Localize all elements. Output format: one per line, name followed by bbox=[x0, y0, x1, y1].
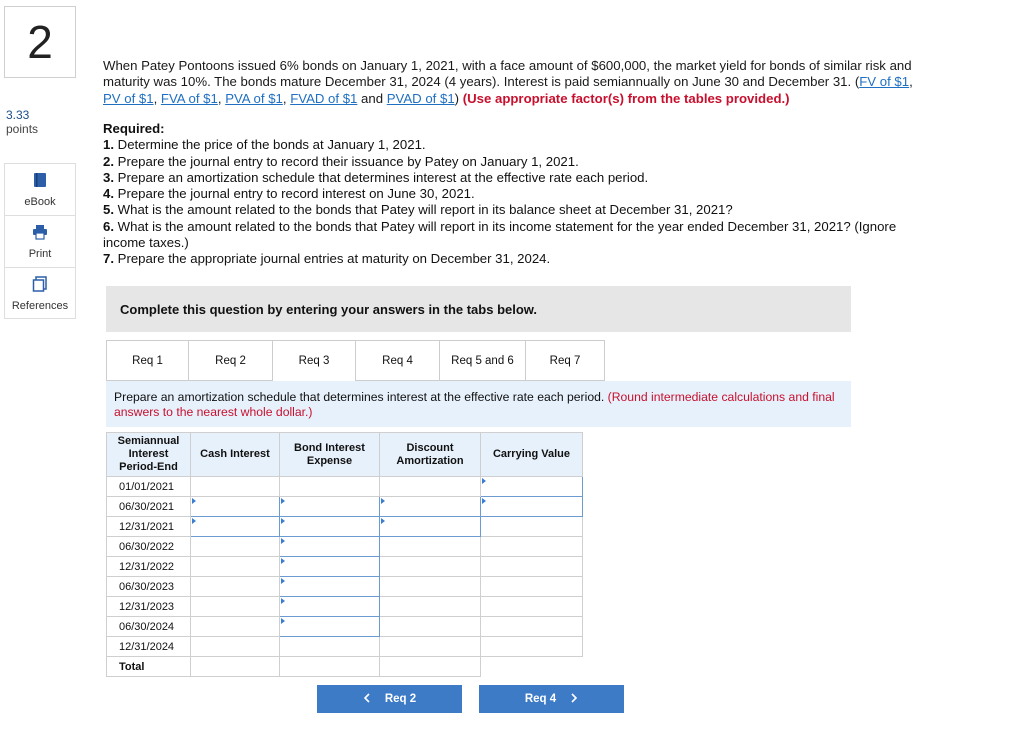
tab-req-3[interactable]: Req 3 bbox=[272, 340, 355, 381]
carrying-value-cell bbox=[481, 557, 583, 577]
discount-amortization-input[interactable] bbox=[380, 517, 481, 537]
tab-instruction: Prepare an amortization schedule that determines interest at the effective rate each period. (Round intermediate calculations and final answers to the nearest whole dollar.) bbox=[106, 381, 851, 427]
row-period-total: Total bbox=[107, 657, 191, 677]
table-row bbox=[107, 497, 583, 517]
factor-note: (Use appropriate factor(s) from the tables provided.) bbox=[459, 90, 790, 106]
header-period: Semiannual Interest Period-End bbox=[107, 433, 191, 477]
cash-interest-cell bbox=[191, 637, 280, 657]
carrying-value-cell bbox=[481, 577, 583, 597]
required-item: 7. Prepare the appropriate journal entries at maturity on December 31, 2024. bbox=[103, 251, 551, 267]
prev-req-label: Req 2 bbox=[384, 693, 417, 705]
interest-expense-total-cell bbox=[280, 657, 380, 677]
references-label: References bbox=[11, 299, 69, 312]
cash-interest-input[interactable] bbox=[191, 497, 280, 517]
cash-interest-cell bbox=[191, 537, 280, 557]
link-pvad[interactable]: PVAD of $1 bbox=[386, 90, 455, 106]
tab-req-1[interactable]: Req 1 bbox=[106, 340, 188, 381]
cash-interest-cell bbox=[191, 617, 280, 637]
discount-amortization-cell bbox=[380, 577, 481, 597]
interest-expense-input[interactable] bbox=[280, 537, 380, 557]
carrying-value-cell bbox=[481, 537, 583, 557]
print-label: Print bbox=[28, 248, 52, 260]
table-row bbox=[107, 617, 583, 637]
row-period: 06/30/2021 bbox=[107, 497, 191, 517]
rounding-note: (Round intermediate calculations and final answers to the nearest whole dollar.) bbox=[114, 390, 835, 419]
table-row bbox=[107, 537, 583, 557]
row-period: 01/01/2021 bbox=[107, 477, 191, 497]
interest-expense-input[interactable] bbox=[280, 517, 380, 537]
required-section bbox=[103, 121, 933, 268]
discount-amortization-input[interactable] bbox=[380, 497, 481, 517]
required-item: 4. Prepare the journal entry to record interest on June 30, 2021. bbox=[103, 186, 475, 202]
header-discount-amortization: Discount Amortization bbox=[380, 433, 481, 477]
carrying-value-cell bbox=[481, 617, 583, 637]
row-period: 06/30/2022 bbox=[107, 537, 191, 557]
next-req-label: Req 4 bbox=[524, 693, 557, 705]
interest-expense-cell bbox=[280, 637, 380, 657]
table-row bbox=[107, 637, 583, 657]
row-period: 12/31/2021 bbox=[107, 517, 191, 537]
discount-amortization-cell bbox=[380, 637, 481, 657]
prev-req-button[interactable] bbox=[317, 685, 462, 713]
link-pv[interactable]: PV of $1 bbox=[103, 90, 154, 106]
required-heading: Required: bbox=[103, 121, 165, 136]
cash-interest-cell bbox=[191, 577, 280, 597]
tab-req-5-and-6[interactable]: Req 5 and 6 bbox=[439, 340, 525, 381]
required-item: 1. Determine the price of the bonds at January 1, 2021. bbox=[103, 137, 426, 153]
link-fvad[interactable]: FVAD of $1 bbox=[290, 90, 358, 106]
ebook-label: eBook bbox=[24, 196, 56, 208]
print-button[interactable] bbox=[4, 215, 76, 267]
carrying-value-cell bbox=[481, 597, 583, 617]
required-item: 5. What is the amount related to the bonds that Patey will report in its balance sheet at December 31, 2021? bbox=[103, 202, 733, 218]
required-item: 2. Prepare the journal entry to record their issuance by Patey on January 1, 2021. bbox=[103, 153, 579, 169]
carrying-value-cell bbox=[481, 637, 583, 657]
tab-req-7[interactable]: Req 7 bbox=[525, 340, 605, 381]
chevron-left-icon bbox=[363, 693, 371, 706]
interest-expense-input[interactable] bbox=[280, 577, 380, 597]
question-number: 2 bbox=[4, 6, 76, 78]
header-bond-interest-expense: Bond Interest Expense bbox=[280, 433, 380, 477]
references-icon bbox=[31, 275, 49, 296]
carrying-value-cell bbox=[481, 517, 583, 537]
required-item: 6. What is the amount related to the bonds that Patey will report in its income statement for the year ended December 31, 2021? (Ignore income taxes.) bbox=[103, 218, 897, 251]
carrying-value-total-blank bbox=[481, 657, 583, 677]
discount-amortization-cell bbox=[380, 597, 481, 617]
table-row bbox=[107, 557, 583, 577]
discount-amortization-total-cell bbox=[380, 657, 481, 677]
references-button[interactable] bbox=[4, 267, 76, 319]
link-pva[interactable]: PVA of $1 bbox=[225, 90, 283, 106]
discount-amortization-cell bbox=[380, 617, 481, 637]
row-period: 12/31/2024 bbox=[107, 637, 191, 657]
discount-amortization-cell bbox=[380, 537, 481, 557]
cash-interest-cell bbox=[191, 557, 280, 577]
discount-amortization-cell bbox=[380, 557, 481, 577]
header-cash-interest: Cash Interest bbox=[191, 433, 280, 477]
tab-req-2[interactable]: Req 2 bbox=[188, 340, 272, 381]
points-label: points bbox=[6, 122, 39, 136]
table-row bbox=[107, 477, 583, 497]
row-period: 06/30/2023 bbox=[107, 577, 191, 597]
tab-req-4[interactable]: Req 4 bbox=[355, 340, 439, 381]
discount-amortization-cell bbox=[380, 477, 481, 497]
link-fva[interactable]: FVA of $1 bbox=[160, 90, 218, 106]
link-fv[interactable]: FV of $1 bbox=[859, 74, 910, 90]
points-info bbox=[6, 108, 38, 136]
ebook-button[interactable] bbox=[4, 163, 76, 215]
question-text: When Patey Pontoons issued 6% bonds on January 1, 2021, with a face amount of $600,000, the market yield for bonds of similar risk and maturity was 10%. The bonds mature December 31, 2024 (4 years). Interest is paid semiannually on June 30 and December 31. (FV of $1, PV of $1, FVA of $1, PVA of $1, FVAD of $1 and PVAD of $1) (Use appropriate factor(s) from the tables provided.) bbox=[103, 58, 913, 106]
amortization-table bbox=[106, 432, 583, 677]
interest-expense-input[interactable] bbox=[280, 497, 380, 517]
print-icon bbox=[31, 223, 49, 244]
next-req-button[interactable] bbox=[479, 685, 624, 713]
complete-instructions-bar: Complete this question by entering your answers in the tabs below. bbox=[106, 286, 851, 332]
table-header-row bbox=[107, 433, 583, 477]
row-period: 06/30/2024 bbox=[107, 617, 191, 637]
table-row bbox=[107, 577, 583, 597]
row-period: 12/31/2023 bbox=[107, 597, 191, 617]
req-tabs bbox=[106, 340, 605, 381]
interest-expense-input[interactable] bbox=[280, 597, 380, 617]
header-carrying-value: Carrying Value bbox=[481, 433, 583, 477]
carrying-value-input[interactable] bbox=[481, 477, 583, 497]
table-row bbox=[107, 657, 583, 677]
cash-interest-cell bbox=[191, 477, 280, 497]
carrying-value-input[interactable] bbox=[481, 497, 583, 517]
table-row bbox=[107, 597, 583, 617]
required-item: 3. Prepare an amortization schedule that determines interest at the effective rate each period. bbox=[103, 169, 649, 185]
interest-expense-cell bbox=[280, 477, 380, 497]
interest-expense-input[interactable] bbox=[280, 557, 380, 577]
table-row bbox=[107, 517, 583, 537]
row-period: 12/31/2022 bbox=[107, 557, 191, 577]
ebook-icon bbox=[31, 171, 49, 192]
chevron-right-icon bbox=[570, 693, 578, 706]
cash-interest-input[interactable] bbox=[191, 517, 280, 537]
cash-interest-cell bbox=[191, 597, 280, 617]
points-value: 3.33 bbox=[6, 108, 30, 122]
cash-interest-total-cell bbox=[191, 657, 280, 677]
interest-expense-input[interactable] bbox=[280, 617, 380, 637]
